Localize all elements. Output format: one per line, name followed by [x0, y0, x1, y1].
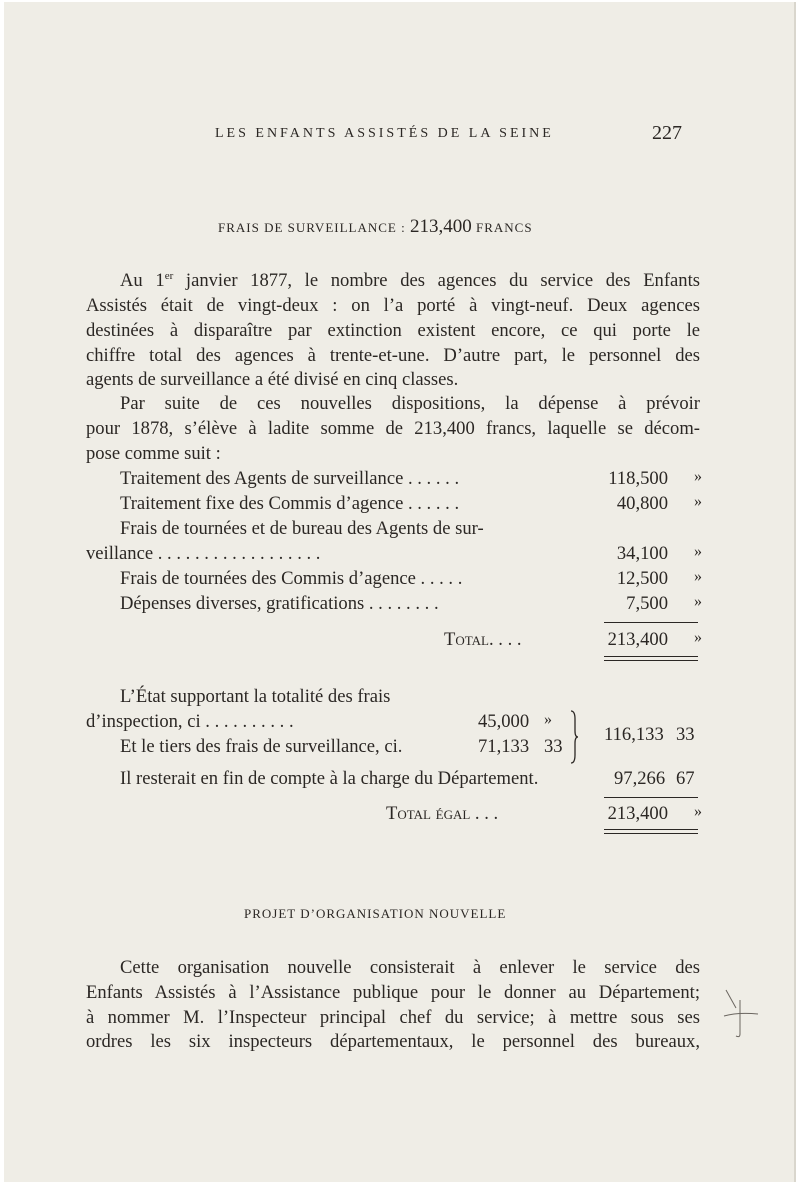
ditto-mark: »	[694, 468, 702, 485]
expense-row	[86, 518, 706, 543]
paragraph-new-organisation	[86, 956, 700, 1055]
allocation-row	[86, 768, 706, 793]
expense-row	[86, 493, 706, 518]
paragraph-line: Cette organisation nouvelle consisterait à enlever le service des	[120, 957, 700, 978]
brace-total-amount: 116,133	[604, 724, 664, 745]
expense-amount: 40,800	[616, 493, 668, 514]
expense-row	[86, 593, 706, 618]
double-rule-bottom	[604, 660, 698, 661]
expense-label: Dépenses diverses, gratifications . . . . . . . .	[120, 593, 439, 614]
expense-label: Traitement fixe des Commis d’agence . . . . . .	[120, 493, 460, 514]
section-title-surveillance	[218, 216, 533, 238]
sum-rule	[604, 622, 698, 623]
allocation-brace-total	[86, 724, 706, 749]
allocation-total-row	[86, 803, 706, 828]
ditto-mark: »	[544, 711, 552, 728]
expense-label: veillance . . . . . . . . . . . . . . . . . .	[86, 543, 321, 564]
expense-amount: 34,100	[616, 543, 668, 564]
expense-label: Frais de tournées et de bureau des Agents de sur-	[120, 518, 484, 539]
paragraph-line: pose comme suit :	[86, 442, 221, 464]
ditto-mark: »	[694, 803, 702, 820]
paragraph-line: Au 1er janvier 1877, le nombre des agences du service des Enfants	[120, 270, 700, 292]
allocation-amount: 97,266	[614, 768, 666, 789]
section-title-prefix: FRAIS DE SURVEILLANCE :	[218, 220, 410, 235]
total-label: Total égal . . .	[386, 803, 499, 824]
double-rule-top	[604, 656, 698, 657]
paragraph-line: destinées à disparaître par extinction existent encore, ce qui porte le	[86, 319, 700, 341]
ditto-mark: »	[694, 629, 702, 646]
book-page	[4, 2, 794, 1182]
total-amount: 213,400	[607, 629, 668, 650]
ditto-mark: »	[694, 493, 702, 510]
allocation-cents: 67	[676, 768, 695, 789]
allocation-row	[86, 686, 706, 711]
expense-label: Frais de tournées des Commis d’agence . . . . .	[120, 568, 463, 589]
section-title-project: PROJET D’ORGANISATION NOUVELLE	[244, 906, 507, 921]
pencil-margin-mark	[722, 986, 764, 1046]
paragraph-agencies	[86, 264, 700, 393]
expense-row	[86, 468, 706, 493]
expense-amount: 7,500	[626, 593, 668, 614]
expense-total-row	[86, 629, 706, 654]
expense-amount: 12,500	[616, 568, 668, 589]
expense-label: Traitement des Agents de surveillance . . . . . .	[120, 468, 460, 489]
paragraph-line: ordres les six inspecteurs départementaux, le personnel des bureaux,	[86, 1031, 700, 1053]
section-title-amount: 213,400	[409, 216, 472, 237]
paragraph-expense-intro	[86, 392, 700, 466]
paragraph-line: pour 1878, s’élève à ladite somme de 213,400 francs, laquelle se décom-	[86, 417, 700, 439]
total-label: Total. . . .	[444, 629, 522, 650]
allocation-label: Il resterait en fin de compte à la charge du Département.	[120, 768, 539, 789]
expense-row	[86, 568, 706, 593]
allocation-cents: 33	[544, 736, 563, 757]
paragraph-line: à nommer M. l’Inspecteur principal chef du service; à mettre sous ses	[86, 1006, 700, 1028]
expense-row	[86, 543, 706, 568]
allocation-label: L’État supportant la totalité des frais	[120, 686, 391, 707]
ditto-mark: »	[694, 543, 702, 560]
expense-amount: 118,500	[608, 468, 668, 489]
total-amount: 213,400	[607, 803, 668, 824]
paragraph-line: Par suite de ces nouvelles dispositions, la dépense à prévoir	[120, 393, 700, 414]
double-rule-bottom	[604, 833, 698, 834]
ditto-mark: »	[694, 593, 702, 610]
double-rule-top	[604, 829, 698, 830]
page-number: 227	[652, 122, 682, 144]
section-title-unit: FRANCS	[471, 220, 533, 235]
allocation-label: Et le tiers des frais de surveillance, ci.	[120, 736, 403, 757]
ditto-mark: »	[694, 568, 702, 585]
allocation-amount: 71,133	[478, 736, 530, 757]
paragraph-line: chiffre total des agences à trente-et-une. D’autre part, le personnel des	[86, 344, 700, 366]
brace-total-cents: 33	[676, 724, 695, 745]
allocation-label: d’inspection, ci . . . . . . . . . .	[86, 711, 294, 732]
running-title: LES ENFANTS ASSISTÉS DE LA SEINE	[215, 126, 554, 141]
paragraph-line: agents de surveillance a été divisé en cinq classes.	[86, 369, 459, 391]
paragraph-line: Enfants Assistés à l’Assistance publique pour le donner au Département;	[86, 981, 700, 1003]
allocation-amount: 45,000	[478, 711, 530, 732]
sum-rule	[604, 797, 698, 798]
paragraph-line: Assistés était de vingt-deux : on l’a porté à vingt-neuf. Deux agences	[86, 294, 700, 316]
